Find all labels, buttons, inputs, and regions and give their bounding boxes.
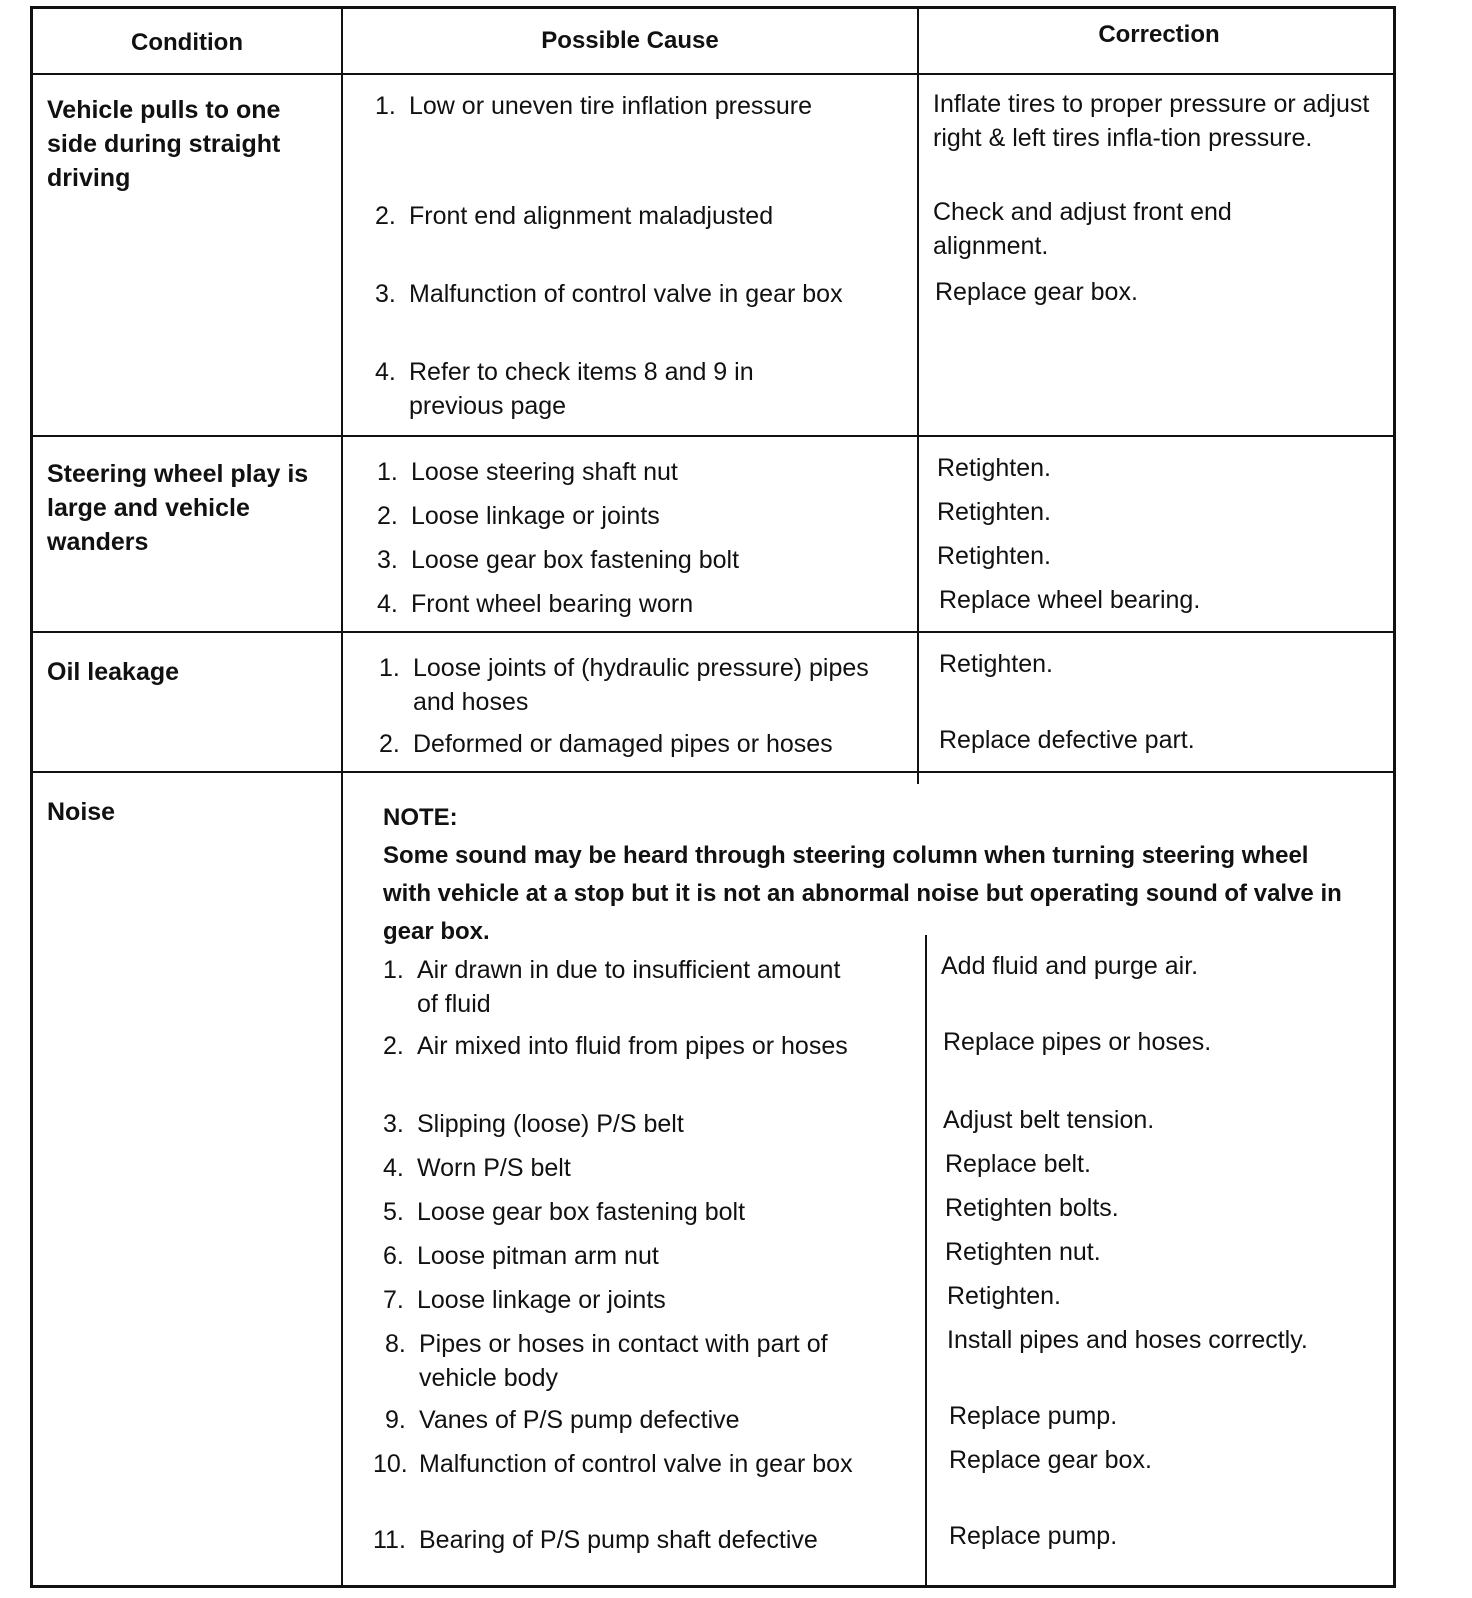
cause-number: 2. — [379, 730, 400, 758]
header-correction: Correction — [1098, 21, 1220, 48]
column-divider — [341, 9, 343, 1585]
correction-cell: Retighten. — [937, 498, 1051, 526]
correction-cell: Replace defective part. — [939, 726, 1195, 754]
cause-number: 7. — [383, 1286, 404, 1314]
condition-cell: Oil leakage — [47, 658, 180, 686]
header-divider — [33, 73, 1393, 75]
row-divider — [33, 435, 1393, 437]
correction-cell: Replace belt. — [945, 1150, 1091, 1178]
correction-cell: Replace pump. — [949, 1522, 1118, 1550]
cause-number: 4. — [377, 590, 398, 618]
cause-item — [385, 1403, 899, 1437]
cause-number: 10. — [373, 1450, 408, 1478]
cause-text: Slipping (loose) P/S belt — [417, 1110, 684, 1138]
cause-item — [385, 1327, 869, 1395]
condition-cell: Vehicle pulls to one side during straight driving — [47, 96, 281, 192]
correction-cell: Adjust belt tension. — [943, 1106, 1155, 1134]
cause-item — [375, 89, 889, 123]
cause-number: 3. — [383, 1110, 404, 1138]
cause-number: 6. — [383, 1242, 404, 1270]
cause-item — [375, 199, 889, 233]
note-text: Some sound may be heard through steering column when turning steering wheel with vehicle at a stop but it is not an abnormal noise but operating sound of valve in gear box. — [383, 842, 1342, 945]
cause-text: Refer to check items 8 and 9 in previous page — [409, 358, 754, 420]
cause-item — [383, 1283, 897, 1317]
cause-item — [383, 1151, 897, 1185]
cause-text: Loose joints of (hydraulic pressure) pipes and hoses — [413, 654, 869, 716]
cause-number: 1. — [383, 956, 404, 984]
correction-cell: Install pipes and hoses correctly. — [947, 1326, 1308, 1354]
cause-text: Loose pitman arm nut — [417, 1242, 659, 1270]
correction-cell: Retighten. — [939, 650, 1053, 678]
cause-item — [377, 499, 891, 533]
cause-text: Loose gear box fastening bolt — [411, 546, 740, 574]
correction-cell: Inflate tires to proper pressure or adjust right & left tires infla-tion pressure. — [933, 90, 1370, 152]
cause-text: Front end alignment maladjusted — [409, 202, 774, 230]
cause-item — [375, 355, 839, 423]
cause-item — [375, 277, 869, 311]
cause-item — [377, 543, 891, 577]
cause-number: 2. — [375, 202, 396, 230]
condition-cell: Noise — [47, 798, 116, 826]
correction-cell: Retighten bolts. — [945, 1194, 1119, 1222]
header-condition: Condition — [131, 29, 243, 56]
correction-cell: Replace gear box. — [935, 278, 1138, 306]
correction-cell: Add fluid and purge air. — [941, 952, 1199, 980]
cause-number: 5. — [383, 1198, 404, 1226]
cause-item — [383, 953, 867, 1021]
cause-text: Loose linkage or joints — [417, 1286, 666, 1314]
cause-number: 2. — [377, 502, 398, 530]
cause-text: Low or uneven tire inflation pressure — [409, 92, 813, 120]
correction-cell: Retighten. — [937, 454, 1051, 482]
cause-number: 3. — [377, 546, 398, 574]
cause-text: Malfunction of control valve in gear box — [409, 280, 843, 308]
note-label: NOTE: — [383, 804, 458, 831]
cause-item — [373, 1523, 899, 1557]
troubleshooting-table — [30, 6, 1396, 1588]
cause-text: Malfunction of control valve in gear box — [419, 1450, 853, 1478]
cause-number: 1. — [377, 458, 398, 486]
cause-item — [379, 651, 883, 719]
cause-number: 9. — [385, 1406, 406, 1434]
correction-cell: Retighten nut. — [945, 1238, 1101, 1266]
cause-item — [383, 1107, 897, 1141]
cause-item — [377, 455, 891, 489]
row-divider — [33, 631, 1393, 633]
cause-text: Front wheel bearing worn — [411, 590, 694, 618]
cause-item — [379, 727, 893, 761]
cause-item — [383, 1195, 897, 1229]
cause-number: 8. — [385, 1330, 406, 1358]
cause-text: Air mixed into fluid from pipes or hoses — [417, 1032, 848, 1060]
cause-number: 4. — [383, 1154, 404, 1182]
cause-number: 2. — [383, 1032, 404, 1060]
cause-text: Worn P/S belt — [417, 1154, 571, 1182]
correction-cell: Replace pump. — [949, 1402, 1118, 1430]
correction-cell: Replace wheel bearing. — [939, 586, 1201, 614]
correction-cell: Check and adjust front end alignment. — [933, 198, 1232, 260]
cause-item — [383, 1029, 867, 1063]
cause-text: Pipes or hoses in contact with part of vehicle body — [419, 1330, 828, 1392]
cause-number: 3. — [375, 280, 396, 308]
condition-cell: Steering wheel play is large and vehicle wanders — [47, 460, 309, 556]
cause-text: Air drawn in due to insufficient amount of fluid — [417, 956, 841, 1018]
cause-item — [377, 587, 891, 621]
column-divider — [925, 935, 927, 1585]
note-block — [383, 799, 1363, 951]
cause-item — [383, 1239, 897, 1273]
cause-text: Deformed or damaged pipes or hoses — [413, 730, 833, 758]
cause-text: Loose gear box fastening bolt — [417, 1198, 746, 1226]
row-divider — [33, 771, 1393, 773]
column-divider — [917, 9, 919, 784]
cause-number: 1. — [375, 92, 396, 120]
correction-cell: Retighten. — [937, 542, 1051, 570]
cause-item — [373, 1447, 879, 1481]
correction-cell: Retighten. — [947, 1282, 1061, 1310]
cause-number: 4. — [375, 358, 396, 386]
cause-number: 1. — [379, 654, 400, 682]
header-possible-cause: Possible Cause — [541, 27, 719, 54]
cause-number: 11. — [373, 1526, 406, 1554]
cause-text: Vanes of P/S pump defective — [419, 1406, 740, 1434]
correction-cell: Replace pipes or hoses. — [943, 1028, 1212, 1056]
cause-text: Loose linkage or joints — [411, 502, 660, 530]
correction-cell: Replace gear box. — [949, 1446, 1152, 1474]
cause-text: Loose steering shaft nut — [411, 458, 678, 486]
cause-text: Bearing of P/S pump shaft defective — [419, 1526, 818, 1554]
